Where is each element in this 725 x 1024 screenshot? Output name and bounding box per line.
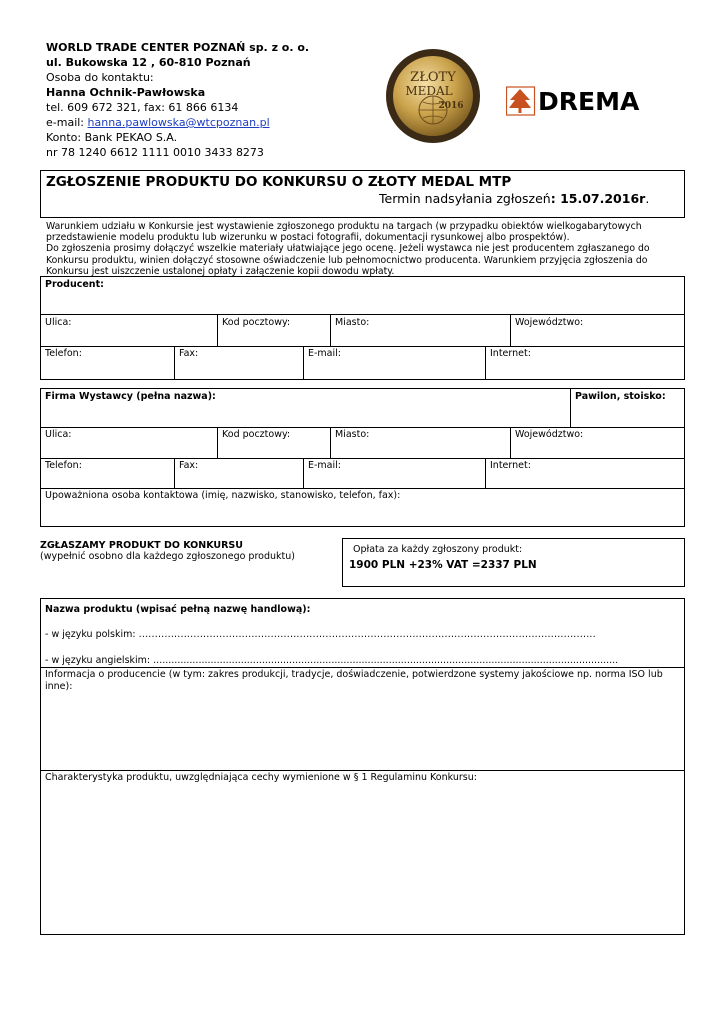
polish-dots: .............................................................................................................................................. [138, 629, 596, 640]
medal-text-1: ZŁOTY [410, 70, 456, 85]
product-name-english-field[interactable] [45, 655, 681, 666]
organizer-contact-block [46, 40, 309, 160]
intro-line: Konkursu produktu, winien dołączyć stosowne oświadczenie lub pełnomocnictwo producenta. Warunkiem przyjęcia zgłoszenia do [46, 254, 648, 266]
exhibitor-city-field[interactable]: Miasto: [335, 429, 370, 440]
exhibitor-phone-field[interactable]: Telefon: [45, 460, 82, 471]
exhibitor-postal-field[interactable]: Kod pocztowy: [222, 429, 291, 440]
intro-line: przedstawienie modelu produktu lub wizerunku w postaci fotografii, dokumentacji rysunkowej albo prospektów). [46, 232, 570, 244]
producer-province-field[interactable]: Województwo: [515, 317, 584, 328]
producer-postal-field[interactable]: Kod pocztowy: [222, 317, 291, 328]
email-link[interactable]: hanna.pawlowska@wtcpoznan.pl [87, 116, 270, 129]
contact-email-line [46, 115, 309, 130]
submission-heading: ZGŁASZAMY PRODUKT DO KONKURSU [40, 540, 243, 551]
intro-line: Konkursu jest uiszczenie ustalonej opłaty i załączenie kopii dowodu wpłaty. [46, 265, 395, 277]
product-section [40, 598, 685, 935]
drema-tree-icon [507, 87, 535, 115]
producer-section [40, 276, 685, 380]
deadline-value: : 15.07.2016r [550, 191, 646, 206]
product-name-heading: Nazwa produktu (wpisać pełną nazwę handlową): [45, 604, 311, 615]
deadline-end: . [645, 191, 650, 206]
producer-fax-field[interactable]: Fax: [179, 348, 199, 359]
bank-account-label: Konto: Bank PEKAO S.A. [46, 131, 178, 144]
intro-line: Do zgłoszenia prosimy dołączyć wszelkie materiały ułatwiające jego ocenę. Jeżeli wystawca nie jest producentem zgłaszanego do [46, 243, 650, 255]
exhibitor-province-field[interactable]: Województwo: [515, 429, 584, 440]
contact-label: Osoba do kontaktu: [46, 71, 154, 84]
submission-note: (wypełnić osobno dla każdego zgłoszonego produktu) [40, 551, 295, 562]
product-characteristics-field[interactable]: Charakterystyka produktu, uwzględniająca cechy wymienione w § 1 Regulaminu Konkursu: [45, 772, 477, 783]
intro-text [46, 221, 686, 277]
email-label: e-mail: [46, 116, 88, 129]
producer-internet-field[interactable]: Internet: [490, 348, 531, 359]
exhibitor-internet-field[interactable]: Internet: [490, 460, 531, 471]
producer-city-field[interactable]: Miasto: [335, 317, 370, 328]
intro-line: Warunkiem udziału w Konkursie jest wystawienie zgłoszonego produktu na targach (w przypadku obiektów wielkogabarytowych [46, 221, 642, 232]
form-title-box [40, 170, 685, 218]
stand-field[interactable]: Pawilon, stoisko: [575, 391, 666, 402]
product-name-polish-field[interactable] [45, 629, 681, 640]
fee-label: Opłata za każdy zgłoszony produkt: [353, 544, 523, 555]
exhibitor-heading[interactable]: Firma Wystawcy (pełna nazwa): [45, 391, 216, 402]
drema-logo [506, 86, 671, 116]
deadline [379, 191, 649, 206]
exhibitor-street-field[interactable]: Ulica: [45, 429, 72, 440]
zloty-medal-logo [385, 48, 481, 144]
medal-text-2: MEDAL [405, 84, 453, 98]
producer-email-field[interactable]: E-mail: [308, 348, 341, 359]
org-address: ul. Bukowska 12 , 60-810 Poznań [46, 56, 251, 69]
contact-phone: tel. 609 672 321, fax: 61 866 6134 [46, 101, 239, 114]
english-label: - w języku angielskim: [45, 655, 151, 666]
english-dots: .......................................................................................................................................................... [153, 655, 619, 666]
exhibitor-fax-field[interactable]: Fax: [179, 460, 199, 471]
producer-phone-field[interactable]: Telefon: [45, 348, 82, 359]
medal-year: 2016 [438, 101, 464, 111]
deadline-label: Termin nadsyłania zgłoszeń [379, 191, 551, 206]
polish-label: - w języku polskim: [45, 629, 136, 640]
producer-street-field[interactable]: Ulica: [45, 317, 72, 328]
producer-heading: Producent: [45, 279, 104, 290]
contact-name: Hanna Ochnik-Pawłowska [46, 86, 206, 99]
fee-box [342, 538, 685, 587]
drema-wordmark: DREMA [538, 87, 640, 116]
exhibitor-email-field[interactable]: E-mail: [308, 460, 341, 471]
exhibitor-section [40, 388, 685, 527]
contact-person-field[interactable]: Upoważniona osoba kontaktowa (imię, nazwisko, stanowisko, telefon, fax): [45, 490, 401, 501]
bank-account-number: nr 78 1240 6612 1111 0010 3433 8273 [46, 146, 264, 159]
form-title: ZGŁOSZENIE PRODUKTU DO KONKURSU O ZŁOTY MEDAL MTP [46, 174, 512, 190]
producer-info-field[interactable]: Informacja o producencie (w tym: zakres produkcji, tradycje, doświadczenie, potwierdzone systemy jakościowe np. norma ISO lub inne): [45, 669, 663, 692]
fee-value: 1900 PLN +23% VAT =2337 PLN [349, 559, 537, 571]
org-name: WORLD TRADE CENTER POZNAŃ sp. z o. o. [46, 41, 310, 54]
